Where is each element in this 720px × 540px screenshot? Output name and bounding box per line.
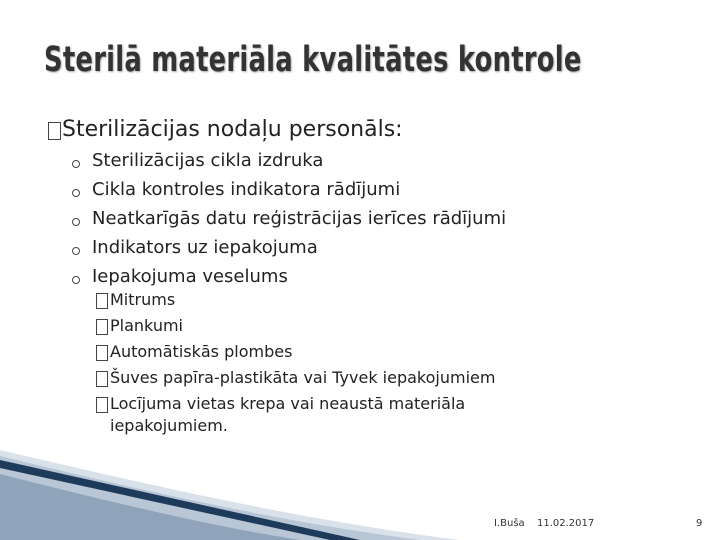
list-item bbox=[96, 290, 495, 316]
list-item bbox=[96, 316, 495, 342]
square-bullet-icon bbox=[96, 371, 108, 387]
list-item bbox=[96, 368, 495, 394]
level1-item bbox=[62, 117, 403, 142]
square-bullet-icon bbox=[48, 122, 61, 140]
decorative-wave bbox=[0, 450, 720, 540]
list-item bbox=[96, 394, 495, 420]
slide-title: Sterilā materiāla kvalitātes kontrole bbox=[44, 40, 582, 80]
page-number: 9 bbox=[696, 518, 703, 529]
list-item-label: Sterilizācijas cikla izdruka bbox=[92, 150, 324, 171]
ring-bullet-icon bbox=[72, 276, 80, 284]
ring-bullet-icon bbox=[72, 189, 80, 197]
list-item bbox=[96, 342, 495, 368]
list-item-label: Indikators uz iepakojuma bbox=[92, 237, 318, 258]
ring-bullet-icon bbox=[72, 160, 80, 168]
ring-bullet-icon bbox=[72, 247, 80, 255]
level1-label: Sterilizācijas nodaļu personāls: bbox=[62, 117, 403, 142]
level2-list bbox=[72, 150, 506, 295]
list-item-label: Iepakojuma veselums bbox=[92, 266, 288, 287]
list-item-label: Neatkarīgās datu reģistrācijas ierīces rādījumi bbox=[92, 208, 507, 229]
list-item-continuation: iepakojumiem. bbox=[110, 416, 228, 435]
list-item bbox=[72, 237, 506, 266]
list-item bbox=[72, 208, 506, 237]
list-item bbox=[72, 150, 506, 179]
list-item-label: Šuves papīra-plastikāta vai Tyvek iepakojumiem bbox=[110, 368, 496, 387]
list-item-label: Automātiskās plombes bbox=[110, 342, 293, 361]
square-bullet-icon bbox=[96, 293, 108, 309]
footer-author: I.Buša bbox=[494, 518, 525, 529]
square-bullet-icon bbox=[96, 345, 108, 361]
list-item-label: Mitrums bbox=[110, 290, 176, 309]
square-bullet-icon bbox=[96, 397, 108, 413]
footer-date: 11.02.2017 bbox=[537, 518, 595, 529]
list-item-label: Locījuma vietas krepa vai neaustā materiāla bbox=[110, 394, 466, 413]
list-item bbox=[72, 179, 506, 208]
ring-bullet-icon bbox=[72, 218, 80, 226]
level3-list bbox=[96, 290, 495, 435]
list-item-label: Cikla kontroles indikatora rādījumi bbox=[92, 179, 401, 200]
square-bullet-icon bbox=[96, 319, 108, 335]
list-item-label: Plankumi bbox=[110, 316, 183, 335]
